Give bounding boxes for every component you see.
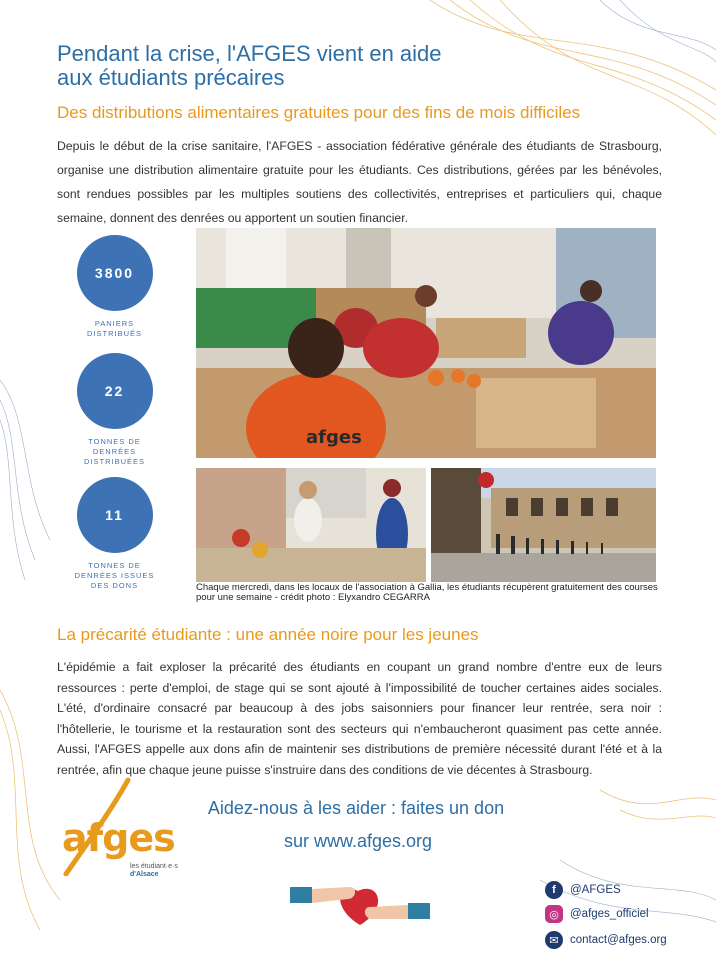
donation-url-link[interactable]: sur www.afges.org [283, 831, 433, 851]
social-email[interactable] [545, 931, 667, 949]
stat-tonnes-dons [72, 477, 157, 591]
stat-label: PANIERS DISTRIBUÉS [86, 319, 142, 338]
hoodie-text: afges [306, 427, 362, 448]
stat-label: TONNES DE DENRÉES DISTRIBUÉES [83, 437, 145, 466]
photo-food-distribution-room [196, 228, 656, 458]
instagram-handle: @afges_officiel [570, 908, 649, 920]
logo-tagline-1: les étudiant·e·s [130, 863, 178, 870]
logo-word: afges [62, 816, 175, 860]
logo-tagline [130, 863, 210, 879]
section-heading-distributions: Des distributions alimentaires gratuites pour des fins de mois difficiles [57, 103, 581, 122]
logo-tagline-2: d'Alsace [130, 871, 159, 878]
email-address: contact@afges.org [570, 934, 667, 946]
photo-volunteers-packing [196, 468, 426, 582]
social-instagram[interactable] [545, 905, 649, 923]
photo-queue-street [431, 468, 656, 582]
stat-circle: 11 [77, 477, 153, 553]
facebook-handle: @AFGES [570, 884, 621, 896]
social-facebook[interactable] [545, 881, 621, 899]
intro-paragraph: Depuis le début de la crise sanitaire, l'AFGES - association fédérative générale des étudiants de Strasbourg, organise une distribution alimentaire gratuite pour les étudiants. Ces distributions, gérées par les bénévoles, sont rendues possibles par les multiples soutiens des collectivités, entreprises et particuliers qui, chaque semaine, donnent des denrées ou apportent un soutien financier. [57, 139, 662, 225]
instagram-icon: ◎ [545, 905, 563, 923]
stat-circle: 3800 [77, 235, 153, 311]
page-title [57, 42, 617, 90]
facebook-icon: f [545, 881, 563, 899]
photo-caption: Chaque mercredi, dans les locaux de l'association à Gallia, les étudiants récupèrent gratuitement des courses pour une semaine - crédit photo : Elyxandro CEGARRA [196, 582, 658, 603]
afges-logo [62, 816, 178, 878]
heart-hands-icon [290, 873, 430, 933]
stat-tonnes-distribuees [72, 353, 157, 467]
stat-label: TONNES DE DENRÉES ISSUES DES DONS [74, 561, 155, 590]
title-line-2: aux étudiants précaires [57, 65, 285, 90]
stat-circle: 22 [77, 353, 153, 429]
stat-paniers [72, 235, 157, 339]
donation-call-line-1: Aidez-nous à les aider : faites un don [207, 798, 505, 818]
logo-brush-stroke [58, 776, 138, 876]
mail-icon: ✉ [545, 931, 563, 949]
section-heading-precarite: La précarité étudiante : une année noire pour les jeunes [57, 625, 479, 644]
title-line-1: Pendant la crise, l'AFGES vient en aide [57, 41, 442, 66]
precarite-paragraph: L'épidémie a fait exploser la précarité des étudiants en coupant un grand nombre d'entre eux de leurs ressources : perte d'emploi, de stage qui se sont ajouté à l'impossibilité de toucher certaines aides sociales. L'été, d'ordinaire consacré par beaucoup à des jobs saisonniers pour financer leur rentrée, sera noir : l'hôtellerie, le tourisme et la restauration sont des secteurs qui n'embaucheront quasiment pas cette année. Aussi, l'AFGES appelle aux dons afin de maintenir ses distributions de première nécessité durant l'été et à la rentrée, afin que chaque jeune puisse s'instruire dans des conditions de vie décentes à Strasbourg. [57, 660, 662, 777]
